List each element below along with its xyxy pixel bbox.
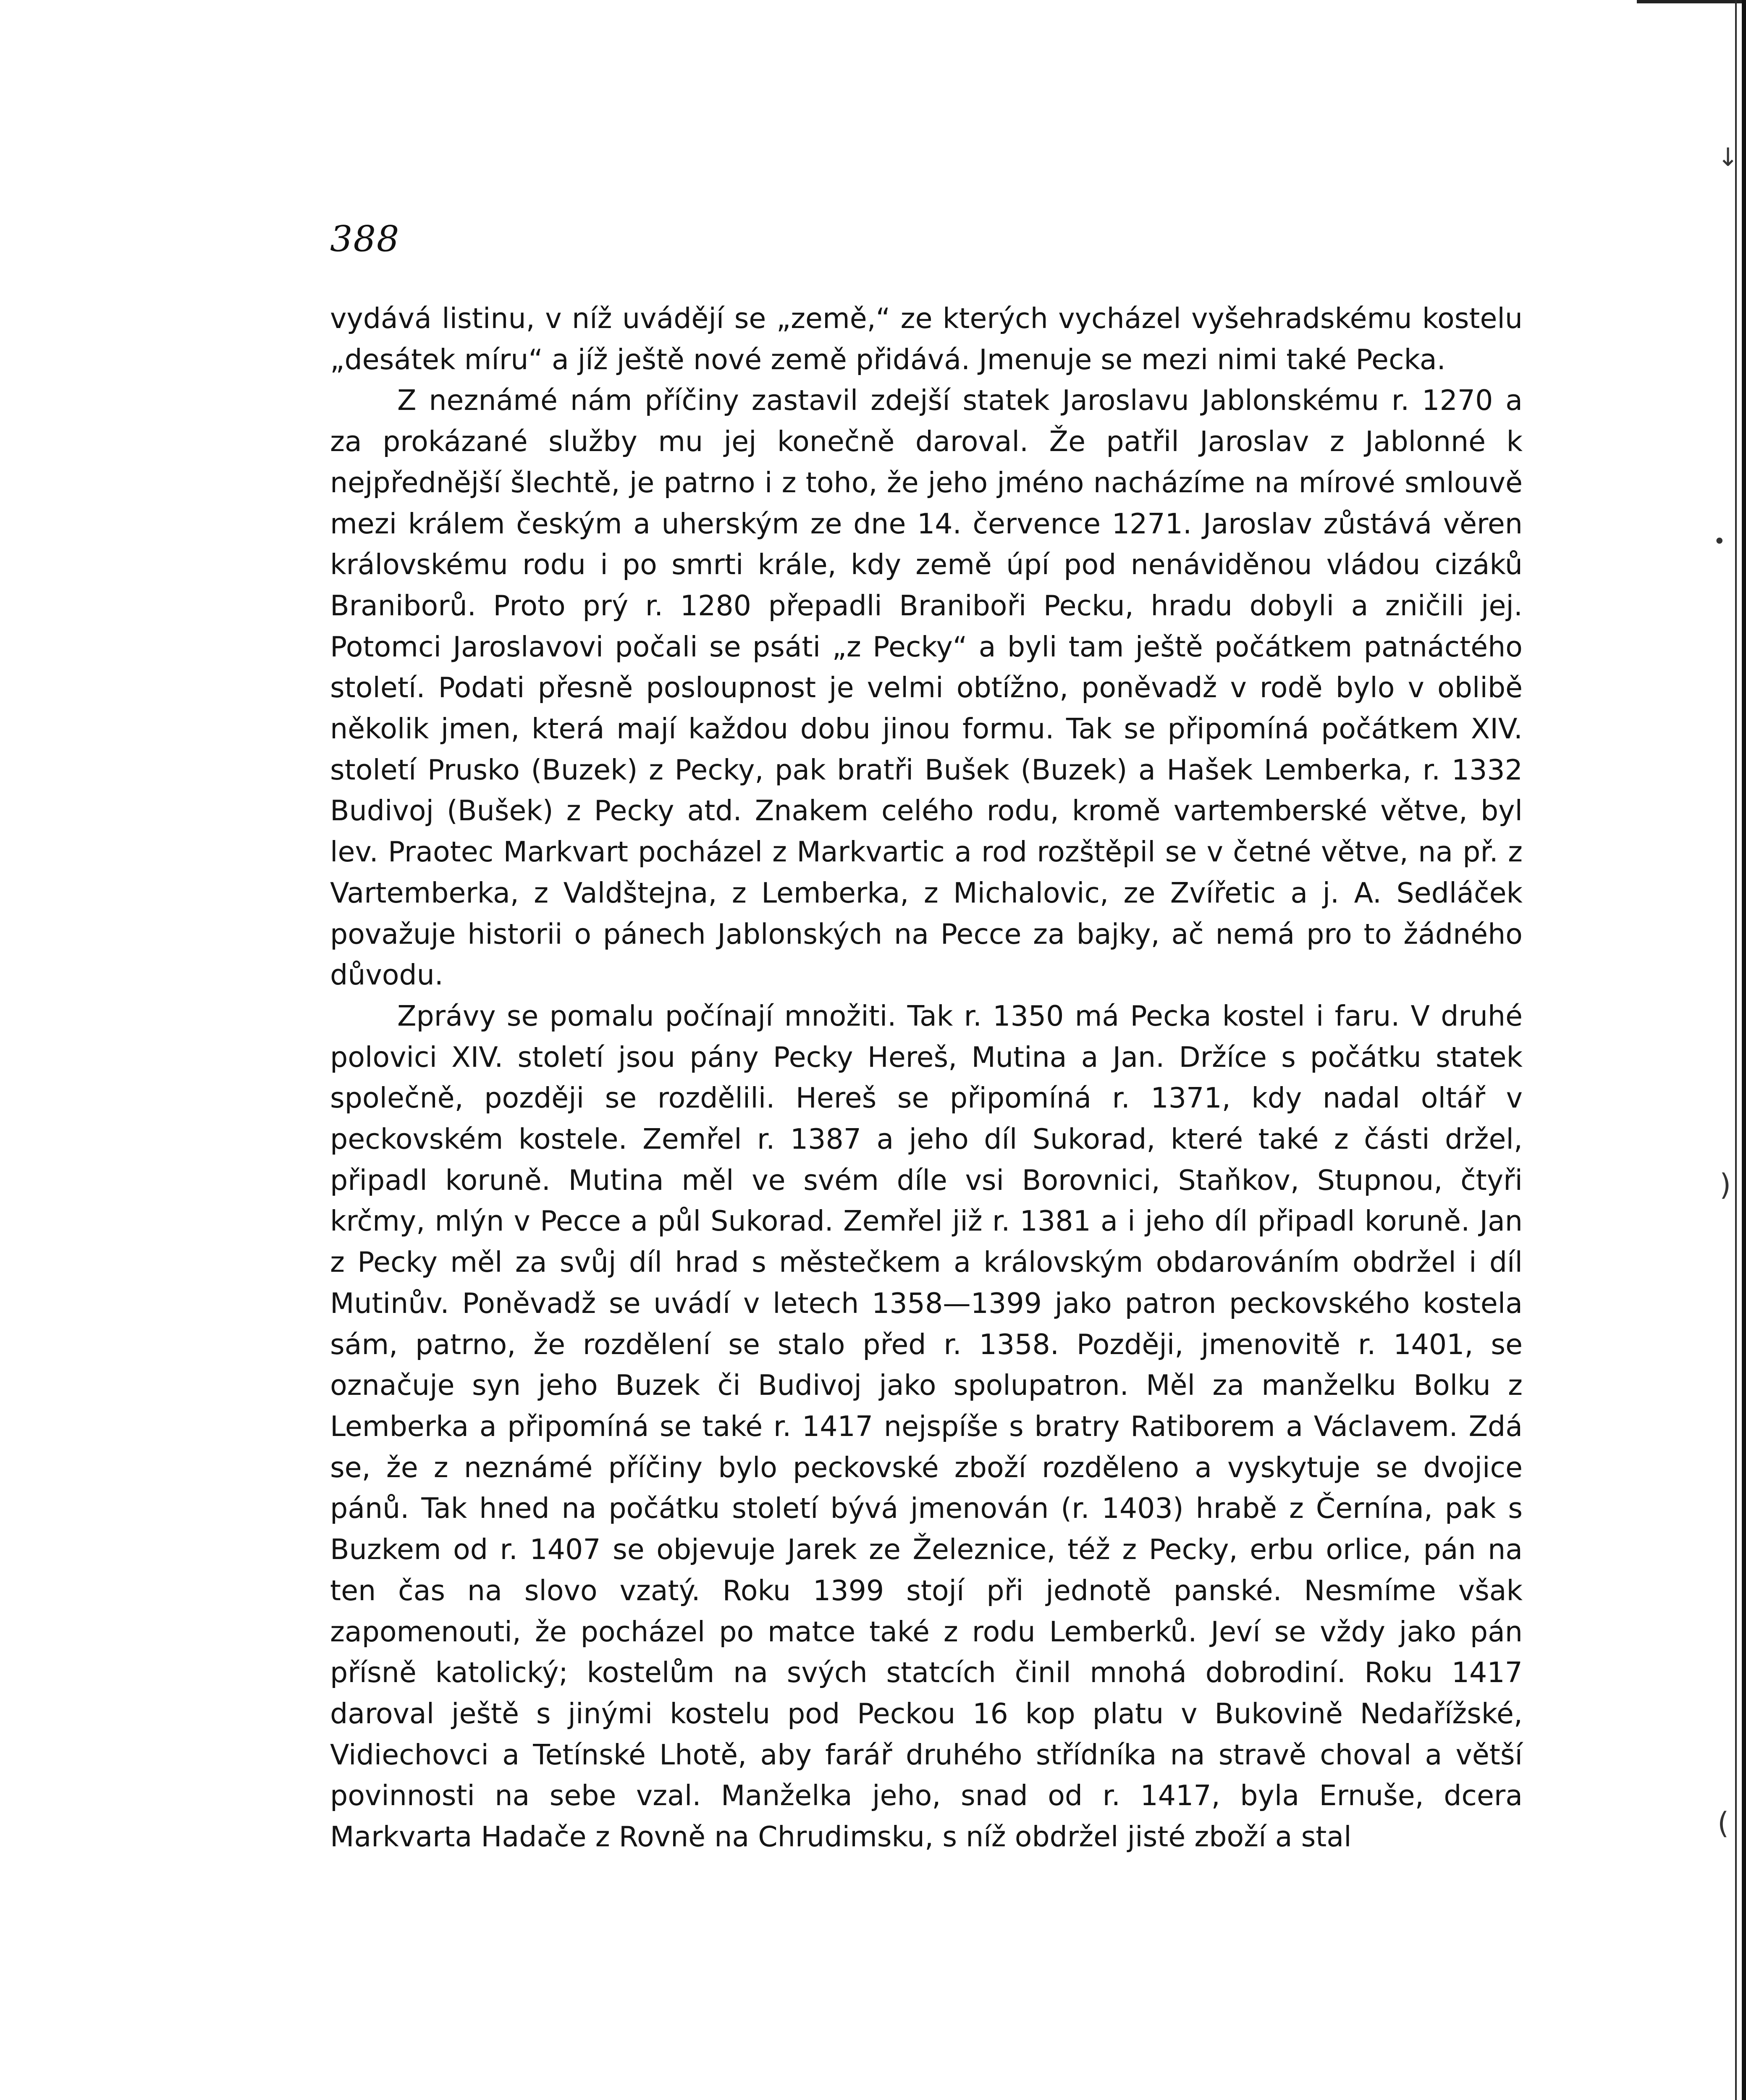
margin-mark-dot: •: [1713, 529, 1726, 554]
page-number: 388: [330, 218, 400, 260]
margin-mark-bracket-lower: (: [1717, 1806, 1729, 1840]
margin-mark-bracket: ): [1720, 1168, 1731, 1202]
margin-mark-arrow: ↓: [1717, 143, 1739, 172]
scan-edge-border: [1742, 0, 1746, 2100]
scan-edge-line: [1735, 0, 1737, 2100]
paragraph-2: Z neznámé nám příčiny zastavil zdejší statek Jaroslavu Jablonskému r. 1270 a za prokázané služby mu jej konečně daroval. Že patřil Jaroslav z Jablonné k nejpřednější šlechtě, je patrno i z toho, že jeho jméno nacházíme na mírové smlouvě mezi králem českým a uherským ze dne 14. července 1271. Jaroslav zůstává věren královskému rodu i po smrti krále, kdy země úpí pod nenáviděnou vládou cizáků Braniborů. Proto prý r. 1280 přepadli Braniboři Pecku, hradu dobyli a zničili jej. Potomci Jaroslavovi počali se psáti „z Pecky“ a byli tam ještě počátkem patnáctého století. Podati přesně posloupnost je velmi obtížno, poněvadž v rodě bylo v oblibě několik jmen, která mají každou dobu jinou formu. Tak se připomíná počátkem XIV. století Prusko (Buzek) z Pecky, pak bratři Bušek (Buzek) a Hašek Lemberka, r. 1332 Budivoj (Bušek) z Pecky atd. Znakem celého rodu, kromě vartemberské větve, byl lev. Praotec Markvart pocházel z Markvartic a rod rozštěpil se v četné větve, na př. z Vartemberka, z Valdštejna, z Lemberka, z Michalovic, ze Zvířetic a j. A. Sedláček považuje historii o pánech Jablonských na Pecce za bajky, ač nemá pro to žádného důvodu.: [330, 384, 1523, 992]
body-text: [330, 298, 1523, 1858]
paragraph-3: Zprávy se pomalu počínají množiti. Tak r. 1350 má Pecka kostel i faru. V druhé polovici XIV. století jsou pány Pecky Hereš, Mutina a Jan. Držíce s počátku statek společně, později se rozdělili. Hereš se připomíná r. 1371, kdy nadal oltář v peckovském kostele. Zemřel r. 1387 a jeho díl Sukorad, které také z části držel, připadl koruně. Mutina měl ve svém díle vsi Borovnici, Staňkov, Stupnou, čtyři krčmy, mlýn v Pecce a půl Sukorad. Zemřel již r. 1381 a i jeho díl připadl koruně. Jan z Pecky měl za svůj díl hrad s městečkem a královským obdarováním obdržel i díl Mutinův. Poněvadž se uvádí v letech 1358—1399 jako patron peckovského kostela sám, patrno, že rozdělení se stalo před r. 1358. Později, jmenovitě r. 1401, se označuje syn jeho Buzek či Budivoj jako spolupatron. Měl za manželku Bolku z Lemberka a připomíná se také r. 1417 nejspíše s bratry Ratiborem a Václavem. Zdá se, že z neznámé příčiny bylo peckovské zboží rozděleno a vyskytuje se dvojice pánů. Tak hned na počátku století bývá jmenován (r. 1403) hrabě z Černína, pak s Buzkem od r. 1407 se objevuje Jarek ze Železnice, též z Pecky, erbu orlice, pán na ten čas na slovo vzatý. Roku 1399 stojí při jednotě panské. Nesmíme však zapomenouti, že pocházel po matce také z rodu Lemberků. Jeví se vždy jako pán přísně katolický; kostelům na svých statcích činil mnohá dobrodiní. Roku 1417 daroval ještě s jinými kostelu pod Peckou 16 kop platu v Bukovině Nedařížské, Vidiechovci a Tetínské Lhotě, aby farář druhého střídníka na stravě choval a větší povinnosti na sebe vzal. Manželka jeho, snad od r. 1417, byla Ernuše, dcera Markvarta Hadače z Rovně na Chrudimsku, s níž obdržel jisté zboží a stal: [330, 999, 1523, 1853]
paragraph-1: vydává listinu, v níž uvádějí se „země,“ ze kterých vycházel vyšehradskému kostelu „desátek míru“ a jíž ještě nové země přidává. Jmenuje se mezi nimi také Pecka.: [330, 302, 1523, 376]
scan-top-edge: [1637, 0, 1746, 3]
